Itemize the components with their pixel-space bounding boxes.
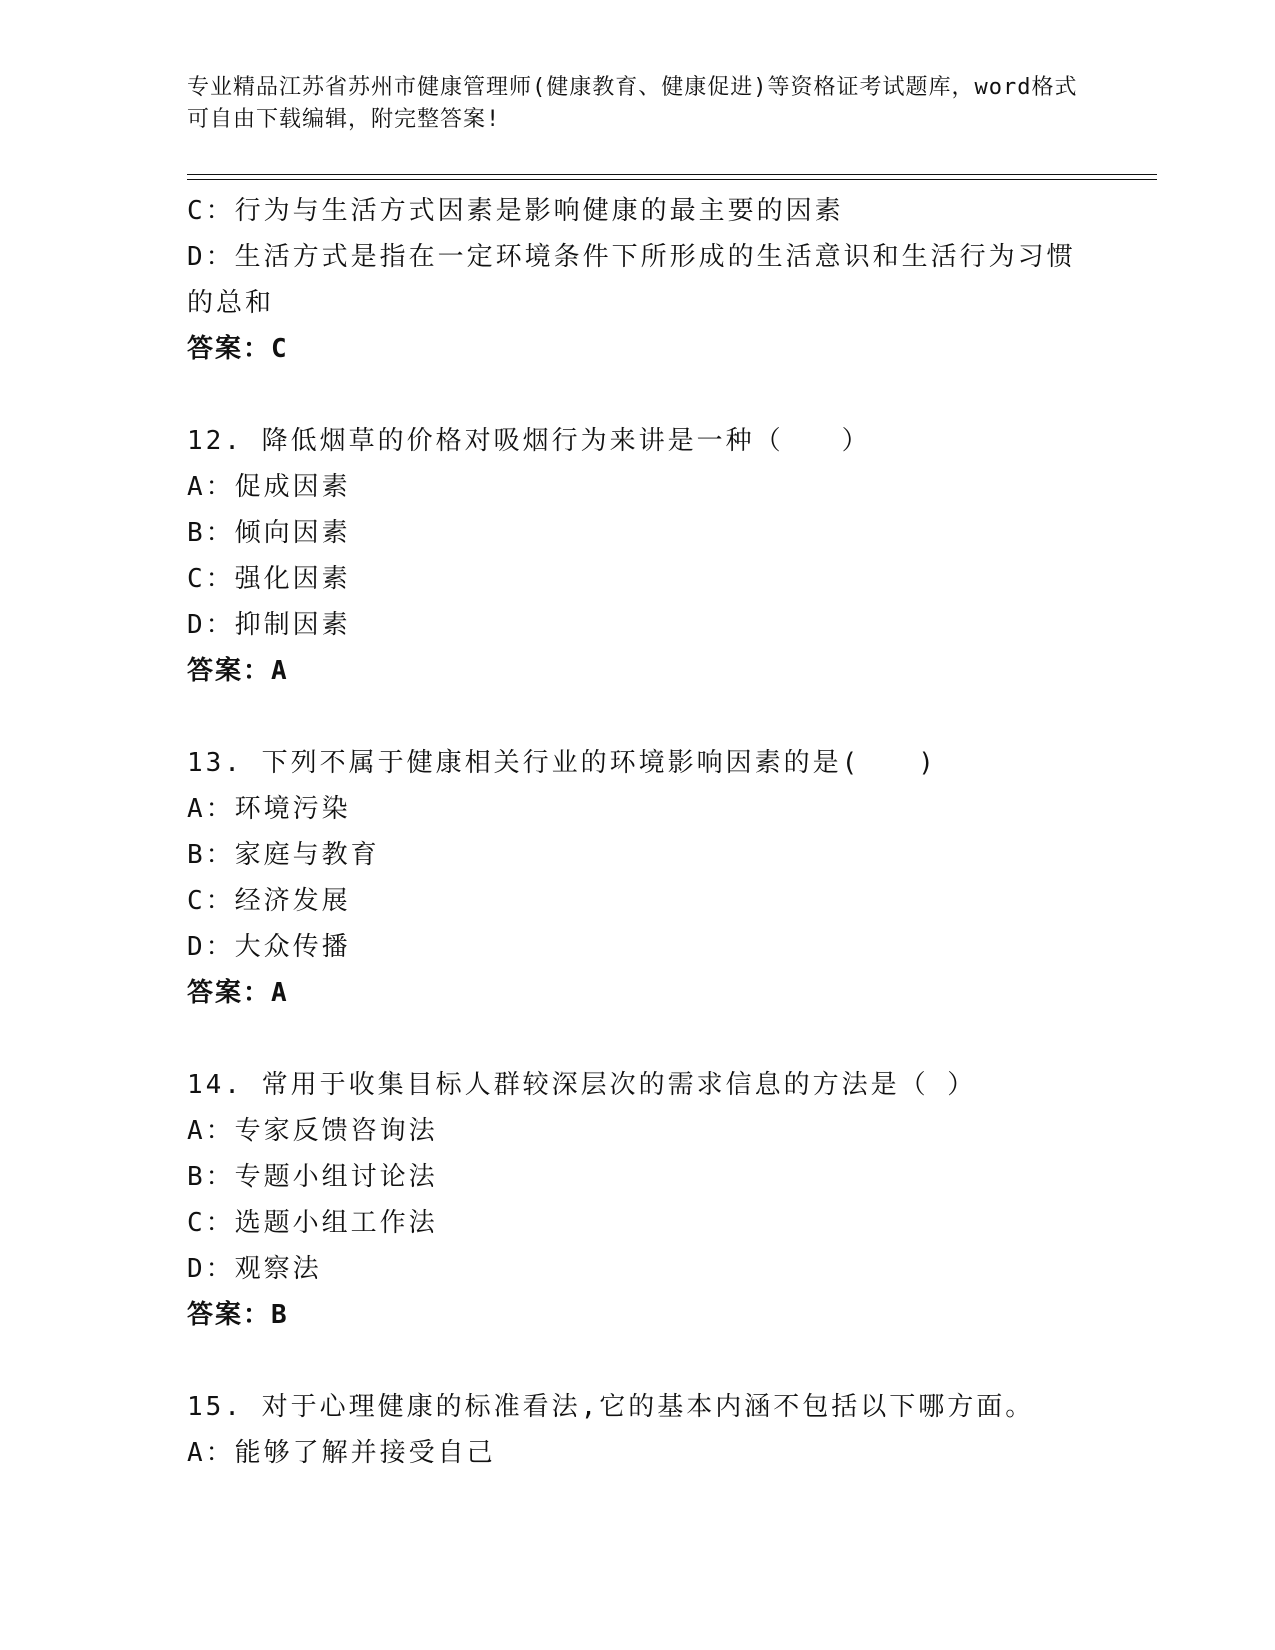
spacer <box>187 372 1157 418</box>
option-c: C：选题小组工作法 <box>187 1208 438 1238</box>
question-stem: 15. 对于心理健康的标准看法,它的基本内涵不包括以下哪方面。 <box>187 1392 1035 1422</box>
option-d: D：观察法 <box>187 1254 322 1284</box>
header-divider <box>187 174 1157 180</box>
question-13 <box>187 740 1157 1016</box>
question-14 <box>187 1062 1157 1338</box>
option-a: A：能够了解并接受自己 <box>187 1438 496 1468</box>
option-c: C：强化因素 <box>187 564 351 594</box>
answer: 答案：A <box>187 978 289 1008</box>
question-stem: 14. 常用于收集目标人群较深层次的需求信息的方法是（ ） <box>187 1070 977 1100</box>
document-page <box>187 72 1157 1476</box>
answer: 答案：B <box>187 1300 289 1330</box>
question-stem: 12. 降低烟草的价格对吸烟行为来讲是一种（ ） <box>187 426 871 456</box>
question-stem: 13. 下列不属于健康相关行业的环境影响因素的是( ) <box>187 748 937 778</box>
question-12 <box>187 418 1157 694</box>
spacer <box>187 1338 1157 1384</box>
option-a: A：专家反馈咨询法 <box>187 1116 438 1146</box>
answer: 答案：A <box>187 656 289 686</box>
option-b: B：家庭与教育 <box>187 840 380 870</box>
option-d: D：抑制因素 <box>187 610 351 640</box>
document-header: 专业精品江苏省苏州市健康管理师(健康教育、健康促进)等资格证考试题库，word格式可自由下载编辑，附完整答案! <box>187 75 1078 132</box>
option-a: A：环境污染 <box>187 794 351 824</box>
question-11-continued <box>187 188 1157 372</box>
option-d: D：大众传播 <box>187 932 351 962</box>
spacer <box>187 1016 1157 1062</box>
question-15 <box>187 1384 1157 1476</box>
document-body <box>187 188 1157 1476</box>
option-a: A：促成因素 <box>187 472 351 502</box>
option-c: C：行为与生活方式因素是影响健康的最主要的因素 <box>187 196 844 226</box>
option-b: B：专题小组讨论法 <box>187 1162 438 1192</box>
answer: 答案：C <box>187 334 289 364</box>
option-b: B：倾向因素 <box>187 518 351 548</box>
option-c: C：经济发展 <box>187 886 351 916</box>
option-d: D：生活方式是指在一定环境条件下所形成的生活意识和生活行为习惯的总和 <box>187 242 1076 318</box>
spacer <box>187 694 1157 740</box>
